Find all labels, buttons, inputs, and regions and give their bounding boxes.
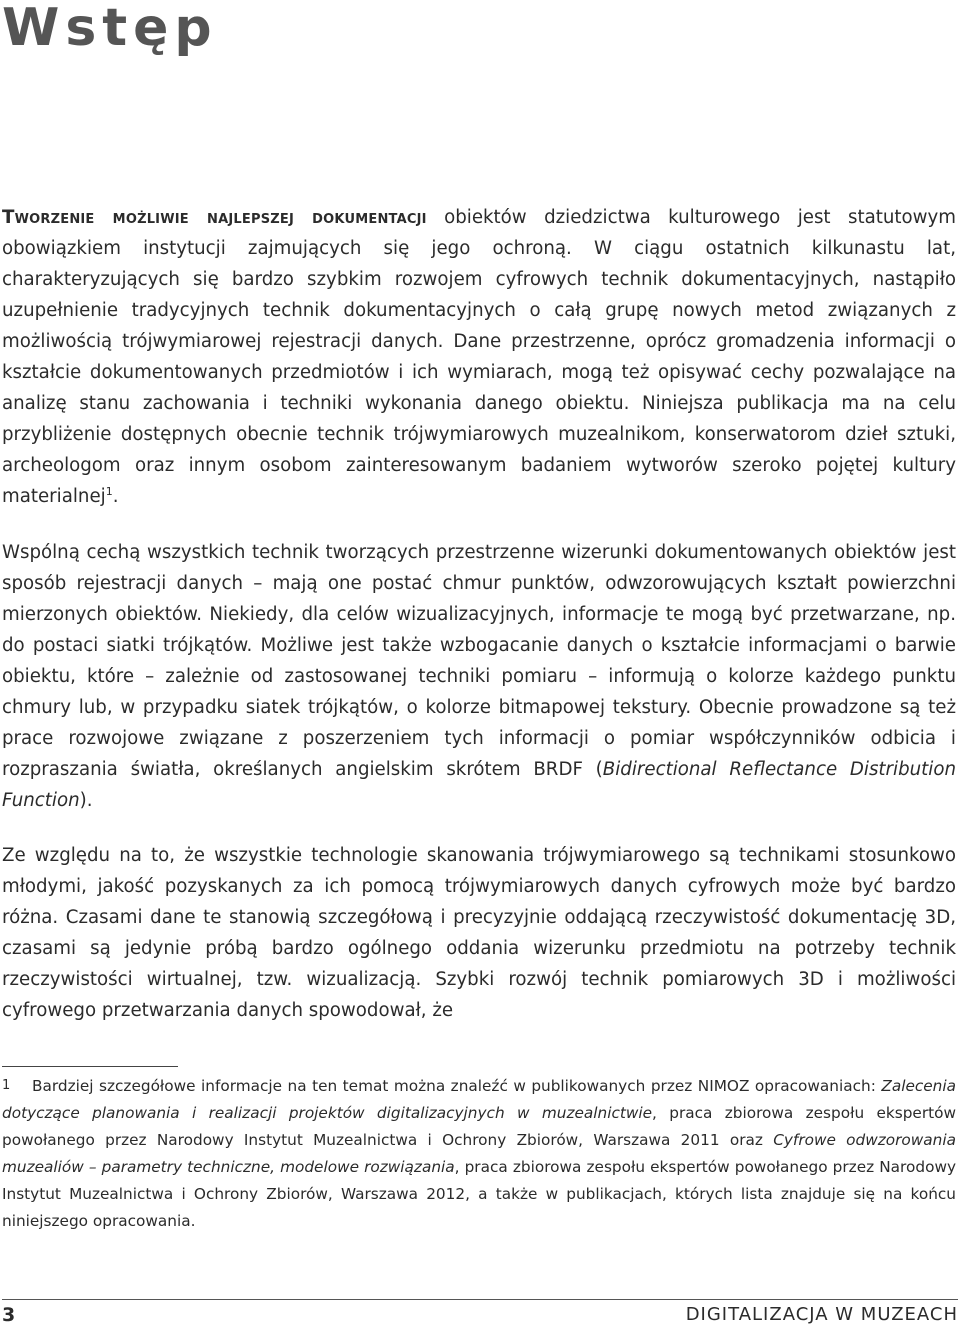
paragraph-1: [2, 202, 956, 512]
paragraph-3: [2, 840, 956, 1026]
footnote-number: 1: [2, 1078, 11, 1093]
brdf-expansion: Bidirectional Reflectance Distribution Function: [2, 759, 956, 811]
paragraph-2: [2, 537, 956, 816]
page-title: Wstęp: [2, 0, 218, 58]
footer-divider: [2, 1299, 958, 1300]
footnote-title-1: Zalecenia dotyczące planowania i realizacji projektów digitalizacyjnych w muzealnictwie: [2, 1077, 956, 1122]
paragraph-end: .: [112, 486, 119, 507]
paragraph-text: Ze względu na to, że wszystkie technologie skanowania trójwymiarowego są technikami stosunkowo młodymi, jakość pozyskanych za ich pomocą trójwymiarowych danych cyfrowych może być bardzo różna. Czasami dane te stanowią szczegółową i precyzyjnie oddającą rzeczywistość dokumentację 3D, czasami są jedynie próbą bardzo ogólnego oddania wizerunku przedmiotu na potrzeby technik rzeczywistości wirtualnej, tzw. wizualizacją. Szybki rozwój technik pomiarowych 3D i możliwości cyfrowego przetwarzania danych spowodował, że: [2, 845, 956, 1021]
footnote-text: Bardziej szczegółowe informacje na ten temat można znaleźć w publikowanych przez NIMOZ opracowaniach:: [32, 1077, 882, 1095]
paragraph-end: ).: [79, 790, 93, 811]
paragraph-text: Wspólną cechą wszystkich technik tworzących przestrzenne wizerunki dokumentowanych obiektów jest sposób rejestracji danych – mają one postać chmur punktów, odwzorowujących kształt powierzchni mierzonych obiektów. Niekiedy, dla celów wizualizacyjnych, informacje te mogą być przetwarzane, np. do postaci siatki trójkątów. Możliwe jest także wzbogacanie danych o kształcie informacjami o barwie obiektu, które – zależnie od zastosowanej techniki pomiaru – informują o kolorze każdego punktu chmury lub, w przypadku siatek trójkątów, o kolorze bitmapowej tekstury. Obecnie prowadzone są też prace rozwojowe związane z poszerzeniem tych informacji o pomiar współczynników odbicia i rozpraszania światła, określanych angielskim skrótem BRDF (: [2, 542, 956, 780]
footnote-divider: [2, 1066, 178, 1067]
page-number: 3: [2, 1304, 16, 1326]
paragraph-lead: Tworzenie możliwie najlepszej dokumentacji: [2, 207, 427, 228]
footnote-text: , praca zbiorowa zespołu ekspertów powołanego przez Narodowy Instytut Muzealnictwa i Ochrony Zbiorów, Warszawa 2012, a także w publikacjach, których lista znajduje się na końcu niniejszego opracowania.: [2, 1158, 957, 1230]
paragraph-text: obiektów dziedzictwa kulturowego jest statutowym obowiązkiem instytucji zajmujących się jego ochroną. W ciągu ostatnich kilkunastu lat, charakteryzujących się bardzo szybkim rozwojem cyfrowych technik dokumentacyjnych, nastąpiło uzupełnienie tradycyjnych technik dokumentacyjnych o całą grupę nowych metod związanych z możliwością trójwymiarowej rejestracji danych. Dane przestrzenne, oprócz gromadzenia informacji o kształcie dokumentowanych przedmiotów i ich wymiarach, mogą też opisywać cechy pozwalające na analizę stanu zachowania i techniki wykonania danego obiektu. Niniejsza publikacja ma na celu przybliżenie dostępnych obecnie technik trójwymiarowych muzealnikom, konserwatorom dzieł sztuki, archeologom oraz innym osobom zainteresowanym badaniem wytworów szeroko pojętej kultury materialnej: [2, 207, 956, 507]
footnote-text: , praca zbiorowa zespołu ekspertów powołanego przez Narodowy Instytut Muzealnictwa i Ochrony Zbiorów, Warszawa 2011 oraz: [2, 1104, 956, 1149]
footnote-reference[interactable]: 1: [105, 484, 113, 498]
footnote: [2, 1072, 956, 1235]
series-title: DIGITALIZACJA W MUZEACH: [685, 1304, 958, 1325]
footnote-title-2: Cyfrowe odwzorowania muzealiów – parametry techniczne, modelowe rozwiązania: [2, 1131, 956, 1176]
